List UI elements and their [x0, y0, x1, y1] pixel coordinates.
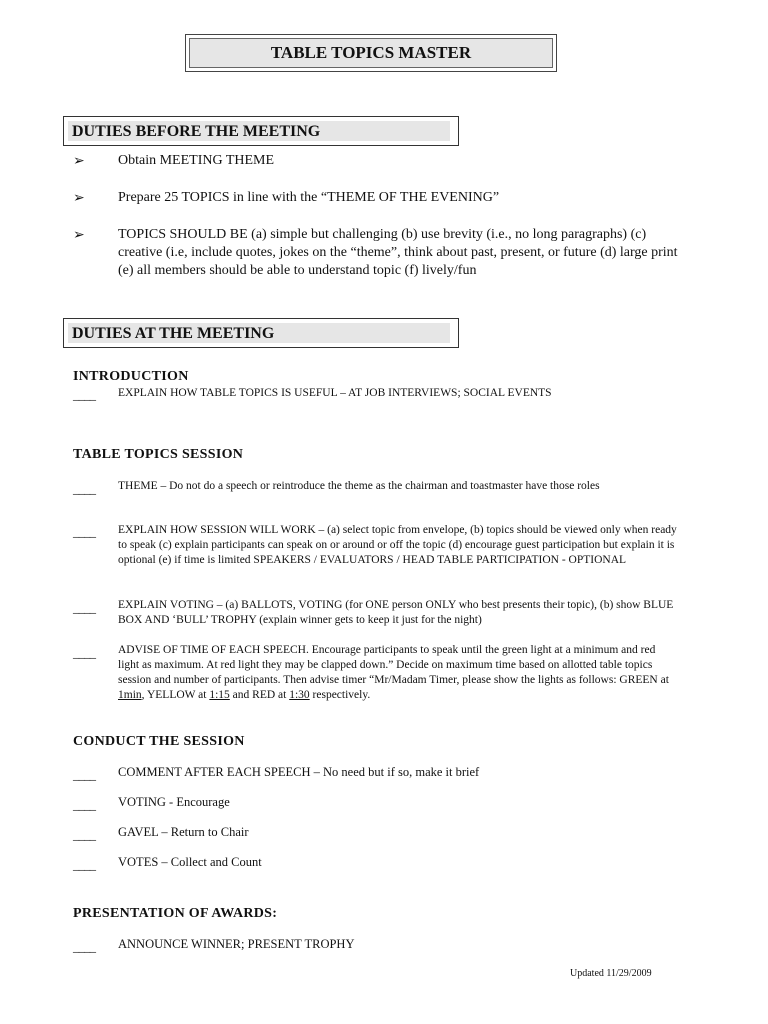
- awards-item: ANNOUNCE WINNER; PRESENT TROPHY: [118, 937, 355, 951]
- checkbox-blank: ____: [73, 600, 95, 615]
- section-at-box: [63, 318, 459, 348]
- conduct-item: VOTES – Collect and Count: [118, 855, 262, 869]
- checkbox-blank: ____: [73, 857, 95, 872]
- section-before-heading: DUTIES BEFORE THE MEETING: [68, 121, 450, 141]
- title-box: [185, 34, 557, 72]
- theme-item: THEME – Do not do a speech or reintroduce the theme as the chairman and toastmaster have those roles: [118, 480, 600, 492]
- red-time: 1:30: [289, 689, 310, 701]
- arrow-bullet-icon: ➢: [73, 191, 85, 206]
- arrow-bullet-icon: ➢: [73, 154, 85, 169]
- checkbox-blank: ____: [73, 387, 95, 402]
- advise-time-item: [118, 643, 678, 703]
- yellow-time: 1:15: [209, 689, 230, 701]
- conduct-item: GAVEL – Return to Chair: [118, 825, 249, 839]
- checkbox-blank: ____: [73, 797, 95, 812]
- updated-footer: Updated 11/29/2009: [570, 968, 652, 979]
- explain-voting-item: EXPLAIN VOTING – (a) BALLOTS, VOTING (for ONE person ONLY who best presents their topic), (b) show BLUE BOX AND ‘BULL’ TROPHY (explain winner gets to keep it just for the night): [118, 599, 674, 626]
- bullet-topics-should-be: TOPICS SHOULD BE (a) simple but challenging (b) use brevity (i.e., no long paragraphs) (c) creative (i.e, include quotes, jokes on the “theme”, think about past, present, or future (d) large print (e) all members should be able to understand topic (f) lively/fun: [118, 227, 678, 278]
- intro-item: EXPLAIN HOW TABLE TOPICS IS USEFUL – AT JOB INTERVIEWS; SOCIAL EVENTS: [118, 387, 552, 399]
- checkbox-blank: ____: [73, 939, 95, 954]
- advise-text: , YELLOW at: [141, 689, 210, 701]
- bullet-prepare-topics: Prepare 25 TOPICS in line with the “THEME OF THE EVENING”: [118, 190, 500, 205]
- conduct-item: VOTING - Encourage: [118, 795, 230, 809]
- green-time: 1min: [118, 689, 142, 701]
- page-title: TABLE TOPICS MASTER: [189, 38, 553, 68]
- advise-text: respectively.: [309, 689, 371, 701]
- checkbox-blank: ____: [73, 767, 95, 782]
- checkbox-blank: ____: [73, 827, 95, 842]
- conduct-heading: CONDUCT THE SESSION: [73, 734, 245, 749]
- conduct-item: COMMENT AFTER EACH SPEECH – No need but if so, make it brief: [118, 765, 480, 779]
- introduction-heading: INTRODUCTION: [73, 369, 189, 384]
- arrow-bullet-icon: ➢: [73, 228, 85, 243]
- advise-text: ADVISE OF TIME OF EACH SPEECH. Encourage participants to speak until the green light at a minimum and red light as maximum. At red light they may be clapped down.” Decide on maximum time based on allotted table topics session and number of participants. Then advise timer “Mr/Madam Timer, please show the lights as follows: GREEN at: [118, 644, 669, 686]
- awards-heading: PRESENTATION OF AWARDS:: [73, 906, 278, 921]
- checkbox-blank: ____: [73, 645, 95, 660]
- advise-text: and RED at: [229, 689, 290, 701]
- checkbox-blank: ____: [73, 481, 95, 496]
- checkbox-blank: ____: [73, 524, 95, 539]
- section-at-heading: DUTIES AT THE MEETING: [68, 323, 450, 343]
- bullet-obtain-theme: Obtain MEETING THEME: [118, 153, 275, 168]
- section-before-box: [63, 116, 459, 146]
- session-heading: TABLE TOPICS SESSION: [73, 447, 244, 462]
- explain-how-item: EXPLAIN HOW SESSION WILL WORK – (a) select topic from envelope, (b) topics should be viewed only when ready to speak (c) explain participants can speak on or around or off the topic (d) encourage guest participation but explain it is optional (e) if time is limited SPEAKERS / EVALUATORS / HEAD TABLE PARTICIPATION - OPTIONAL: [118, 524, 677, 566]
